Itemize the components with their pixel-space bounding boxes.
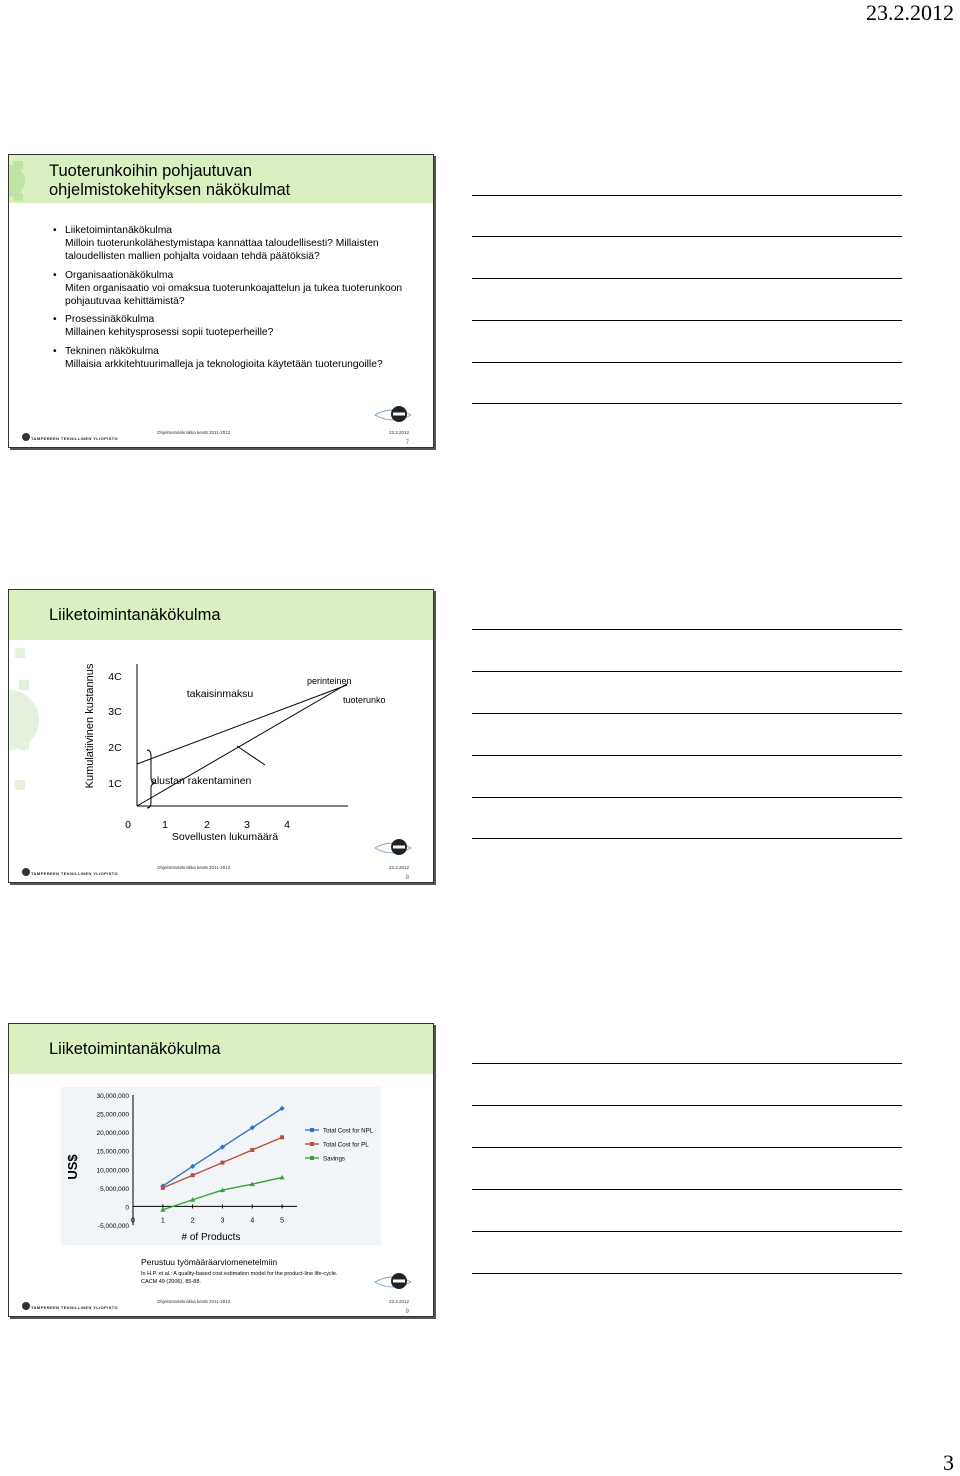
- notes-line: [472, 1147, 902, 1148]
- payback-arrow: [237, 746, 265, 765]
- bullet-head: • Organisaationäkökulma: [53, 269, 423, 282]
- y-tick-label: 25,000,000: [96, 1111, 129, 1119]
- notes-line: [472, 838, 902, 839]
- notes-line: [472, 755, 902, 756]
- x-tick-2: 2: [204, 819, 210, 831]
- university-name: TAMPEREEN TEKNILLINEN YLIOPISTO: [31, 1305, 119, 1310]
- bullet-text: Millaisia arkkitehtuurimalleja ja teknologioita käytetään tuoterungoille?: [65, 358, 383, 370]
- data-point: [280, 1135, 284, 1139]
- label-platform: alustan rakentaminen: [151, 775, 252, 787]
- footer-date: 23.2.2012: [388, 1299, 409, 1304]
- data-point: [220, 1161, 224, 1165]
- bullet-text: Millainen kehitysprosessi sopii tuoteperheille?: [65, 327, 274, 339]
- notes-line: [472, 320, 902, 321]
- footer-date: 23.2.2012: [388, 430, 409, 435]
- bullet-head: • Tekninen näkökulma: [53, 345, 423, 358]
- schematic-chart: [9, 640, 433, 882]
- y-tick-label: -5,000,000: [97, 1223, 129, 1230]
- bullet-text: Miten organisaatio voi omaksua tuoterunkoajattelun ja tukea tuoterunkoon pohjautuvaa kehittämistä?: [65, 282, 403, 308]
- university-logo-mark-icon: [21, 867, 31, 877]
- y-tick-label: 15,000,000: [96, 1148, 129, 1156]
- notes-line: [472, 1189, 902, 1190]
- university-logo-mark-icon: [21, 432, 31, 442]
- footer-date: 23.2.2012: [388, 865, 409, 870]
- y-tick-label: 30,000,000: [96, 1093, 129, 1100]
- notes-line: [472, 1273, 902, 1274]
- page-number: 3: [943, 1450, 954, 1475]
- x-tick-label: 3: [220, 1217, 225, 1225]
- notes-line: [472, 1231, 902, 1232]
- legend-label: Savings: [323, 1155, 346, 1163]
- legend-label: Total Cost for NPL: [323, 1127, 374, 1135]
- x-tick-label: 0: [131, 1217, 135, 1225]
- slide-title-line1: Tuoterunkoihin pohjautuvan: [49, 162, 253, 180]
- y-axis-label: Kumulatiivinen kustannus: [84, 663, 96, 789]
- slide-title-line2: ohjelmistokehityksen näkökulmat: [49, 181, 291, 199]
- label-traditional: perinteinen: [307, 676, 352, 686]
- y-tick-label: 5,000,000: [100, 1185, 129, 1193]
- data-point: [250, 1148, 254, 1152]
- slide-header: [9, 1024, 433, 1074]
- notes-line: [472, 671, 902, 672]
- y-tick-3c: 3C: [108, 706, 122, 718]
- y-tick-label: 20,000,000: [96, 1130, 129, 1138]
- x-tick-3: 3: [244, 819, 250, 831]
- slide-title: Liiketoimintanäkökulma: [49, 606, 221, 624]
- reference-line1: In H.P. et al.: A quality-based cost estimation model for the product-line life-cycle.: [141, 1271, 338, 1277]
- bullet-text: Milloin tuoterunkolähestymistapa kannattaa taloudellisesti? Millaisten taloudellisten mallien pohjalta voidaan tehdä päätöksiä?: [65, 238, 379, 263]
- traditional-cost-line: [137, 684, 347, 806]
- label-payback: takaisinmaksu: [186, 688, 254, 700]
- notes-line: [472, 236, 902, 237]
- university-logo-mark-icon: [21, 1301, 31, 1311]
- x-tick-label: 2: [190, 1217, 195, 1225]
- slide-8: [8, 589, 434, 883]
- notes-line: [472, 403, 902, 404]
- page-date: 23.2.2012: [866, 0, 954, 25]
- legend-marker: [310, 1156, 314, 1160]
- notes-line: [472, 629, 902, 630]
- x-tick-1: 1: [162, 819, 168, 831]
- footer-course: Ohjelmistotekniikka kevät 2011-2012: [157, 865, 231, 870]
- notes-line: [472, 278, 902, 279]
- x-axis-label: # of Products: [181, 1232, 241, 1243]
- slide-number: 7: [405, 440, 409, 446]
- y-tick-1c: 1C: [108, 778, 122, 790]
- footer-course: Ohjelmistotekniikka kevät 2011-2012: [157, 430, 231, 435]
- legend-label: Total Cost for PL: [323, 1141, 369, 1149]
- gear-icon: [9, 155, 43, 203]
- slide-number: 8: [405, 875, 409, 881]
- university-name: TAMPEREEN TEKNILLINEN YLIOPISTO: [31, 871, 119, 876]
- x-tick-4: 4: [284, 819, 290, 831]
- x-tick-label: 5: [280, 1217, 285, 1225]
- notes-line: [472, 1105, 902, 1106]
- cost-chart: [61, 1087, 381, 1245]
- reference-line2: CACM 49 (2006), 85-88.: [141, 1279, 201, 1285]
- y-tick-4c: 4C: [108, 671, 122, 683]
- slide-header: [9, 155, 433, 203]
- x-tick-label: 4: [250, 1217, 255, 1225]
- x-tick-0: 0: [125, 819, 131, 831]
- slide-footer: [9, 417, 433, 447]
- bullet-head: • Prosessinäkökulma: [53, 313, 423, 326]
- slide-header: [9, 590, 433, 640]
- notes-line: [472, 362, 902, 363]
- footer-course: Ohjelmistotekniikka kevät 2011-2012: [157, 1299, 231, 1304]
- notes-line: [472, 797, 902, 798]
- slide-title: Liiketoimintanäkökulma: [49, 1040, 221, 1058]
- chart-caption: Perustuu työmääräarviomenetelmiin: [141, 1257, 278, 1267]
- bullet-list: [53, 219, 423, 371]
- slide-9: [8, 1023, 434, 1317]
- slide-number: 9: [405, 1309, 409, 1315]
- notes-line: [472, 195, 902, 196]
- label-product-line: tuoterunko: [343, 695, 386, 705]
- legend-marker: [310, 1142, 314, 1146]
- data-point: [191, 1173, 195, 1177]
- y-axis-label: US$: [65, 1154, 80, 1180]
- notes-line: [472, 713, 902, 714]
- x-axis-label: Sovellusten lukumäärä: [171, 831, 279, 843]
- legend-marker: [310, 1128, 314, 1132]
- slide-7: [8, 154, 434, 448]
- y-tick-label: 0: [125, 1204, 129, 1212]
- data-point: [161, 1186, 165, 1190]
- bullet-head: • Liiketoimintanäkökulma: [53, 224, 423, 237]
- y-tick-2c: 2C: [108, 742, 122, 754]
- slide-footer: [9, 1286, 433, 1316]
- notes-line: [472, 1063, 902, 1064]
- y-tick-label: 10,000,000: [96, 1167, 129, 1175]
- university-name: TAMPEREEN TEKNILLINEN YLIOPISTO: [31, 436, 119, 441]
- slide-footer: [9, 852, 433, 882]
- x-tick-label: 1: [160, 1217, 165, 1225]
